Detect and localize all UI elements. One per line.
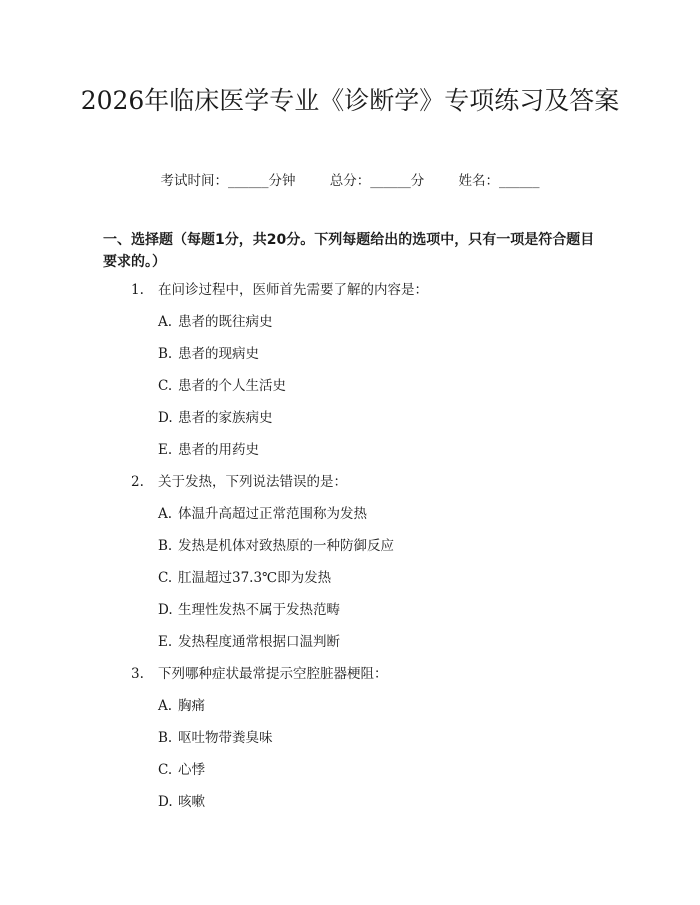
option-letter: E. — [158, 442, 173, 458]
option-letter: A. — [158, 698, 173, 714]
option-3a — [158, 697, 205, 715]
exam-info — [0, 169, 700, 189]
option-1b — [158, 345, 259, 363]
option-text: 心悸 — [178, 762, 205, 778]
document-title: 2026年临床医学专业《诊断学》专项练习及答案 — [80, 86, 620, 115]
option-text: 胸痛 — [178, 698, 205, 714]
option-1a — [158, 313, 273, 331]
option-3b — [158, 729, 273, 747]
option-letter: A. — [158, 506, 173, 522]
option-text: 体温升高超过正常范围称为发热 — [178, 506, 367, 522]
option-text: 患者的家族病史 — [178, 410, 273, 426]
option-text: 患者的现病史 — [178, 346, 259, 362]
question-1 — [131, 281, 428, 299]
option-text: 呕吐物带粪臭味 — [178, 730, 273, 746]
option-letter: C. — [158, 570, 173, 586]
option-letter: D. — [158, 410, 173, 426]
option-letter: D. — [158, 794, 173, 810]
option-text: 患者的个人生活史 — [178, 378, 286, 394]
option-text: 患者的既往病史 — [178, 314, 273, 330]
section-heading: 一、选择题（每题1分，共20分。下列每题给出的选项中，只有一项是符合题目要求的。） — [103, 232, 595, 270]
option-1e — [158, 441, 259, 459]
option-letter: A. — [158, 314, 173, 330]
option-letter: B. — [158, 730, 173, 746]
option-2b — [158, 537, 394, 555]
option-1d — [158, 409, 273, 427]
question-number: 2. — [131, 474, 144, 490]
option-text: 发热是机体对致热原的一种防御反应 — [178, 538, 394, 554]
question-text: 在问诊过程中，医师首先需要了解的内容是： — [158, 282, 428, 298]
option-text: 咳嗽 — [178, 794, 205, 810]
question-text: 下列哪种症状最常提示空腔脏器梗阻： — [158, 666, 388, 682]
option-letter: C. — [158, 762, 173, 778]
option-text: 生理性发热不属于发热范畴 — [178, 602, 340, 618]
question-2 — [131, 473, 347, 491]
exam-name-field: 姓名：______ — [458, 173, 540, 189]
option-letter: D. — [158, 602, 173, 618]
option-text: 患者的用药史 — [178, 442, 259, 458]
option-letter: E. — [158, 634, 173, 650]
option-letter: B. — [158, 346, 173, 362]
option-text: 发热程度通常根据口温判断 — [178, 634, 340, 650]
exam-time-field: 考试时间：______分钟 — [160, 173, 296, 189]
exam-score-field: 总分：______分 — [329, 173, 425, 189]
option-letter: C. — [158, 378, 173, 394]
question-text: 关于发热，下列说法错误的是： — [158, 474, 347, 490]
option-3c — [158, 761, 205, 779]
option-text: 肛温超过37.3℃即为发热 — [178, 570, 332, 586]
option-2e — [158, 633, 340, 651]
question-number: 3. — [131, 666, 144, 682]
option-letter: B. — [158, 538, 173, 554]
option-2a — [158, 505, 367, 523]
question-3 — [131, 665, 388, 683]
option-1c — [158, 377, 286, 395]
option-2c — [158, 569, 331, 587]
option-3d — [158, 793, 205, 811]
question-number: 1. — [131, 282, 144, 298]
option-2d — [158, 601, 340, 619]
